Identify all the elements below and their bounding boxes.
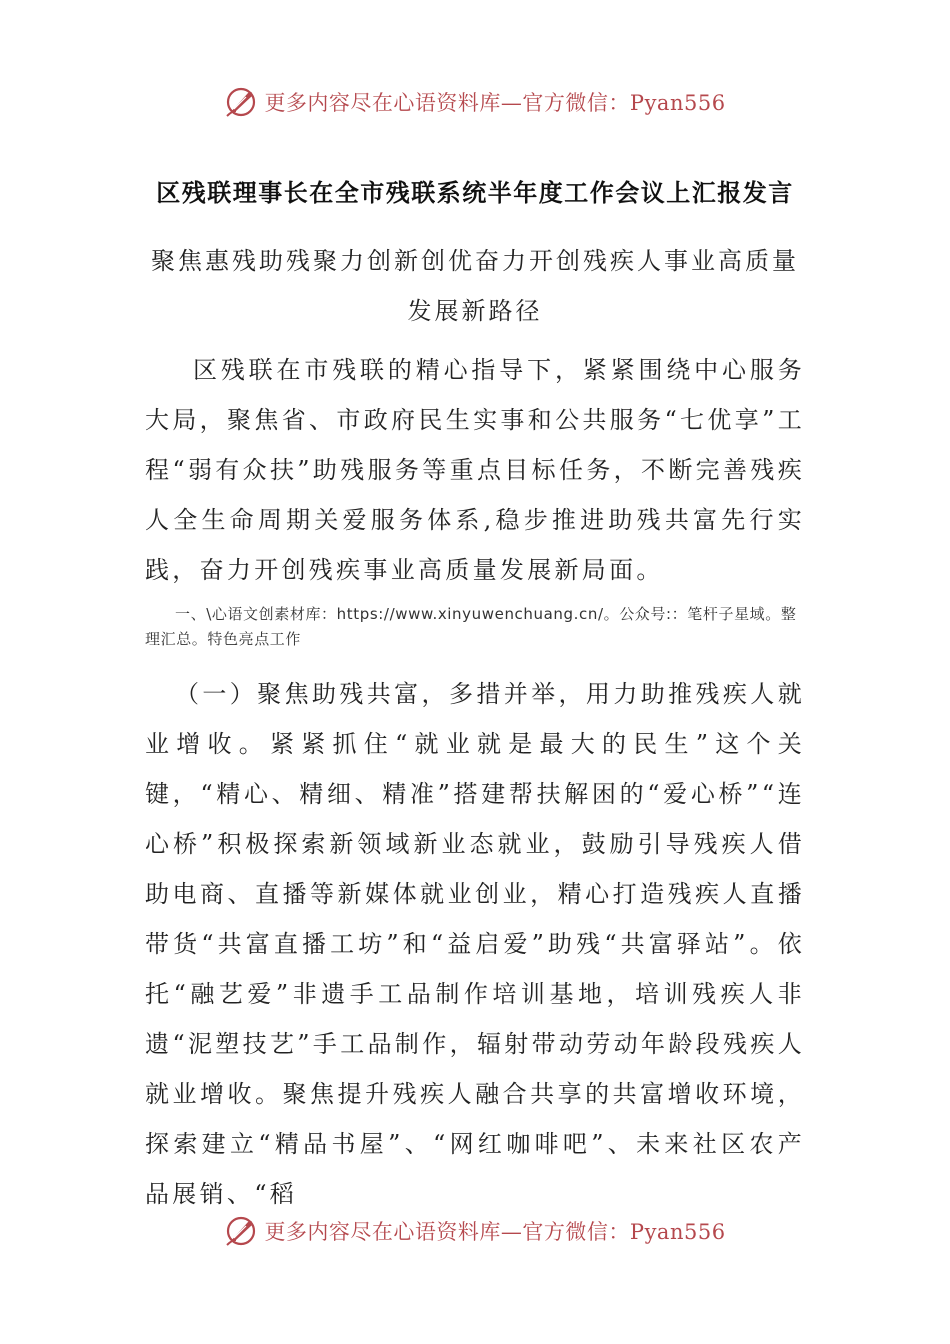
- intro-paragraph: 区残联在市残联的精心指导下，紧紧围绕中心服务大局，聚焦省、市政府民生实事和公共服务“七优享”工程“弱有众扶”助残服务等重点目标任务，不断完善残疾人全生命周期关爱服务体系,稳步推进助残共富先行实践，奋力开创残疾事业高质量发展新局面。: [145, 356, 805, 584]
- quill-pen-logo-icon: [224, 85, 258, 119]
- document-title: 区残联理事长在全市残联系统半年度工作会议上汇报发言: [156, 179, 794, 207]
- watermark-text-bottom: 更多内容尽在心语资料库—官方微信：Pyan556: [264, 1220, 726, 1244]
- watermark-banner-bottom: [0, 1211, 950, 1251]
- watermark-text-top: 更多内容尽在心语资料库—官方微信：Pyan556: [264, 91, 726, 115]
- quill-pen-logo-icon: [224, 1214, 258, 1248]
- body-paragraph: （一）聚焦助残共富，多措并举，用力助推残疾人就业增收。紧紧抓住“就业就是最大的民生”这个关键，“精心、精细、精准”搭建帮扶解困的“爱心桥”“连心桥”积极探索新领域新业态就业，鼓励引导残疾人借助电商、直播等新媒体就业创业，精心打造残疾人直播带货“共富直播工坊”和“益启爱”助残“共富驿站”。依托“融艺爱”非遗手工品制作培训基地，培训残疾人非遗“泥塑技艺”手工品制作，辐射带动劳动年龄段残疾人就业增收。聚焦提升残疾人融合共享的共富增收环境，探索建立“精品书屋”、“网红咖啡吧”、未来社区农产品展销、“稻: [145, 680, 805, 1208]
- document-subtitle: 聚焦惠残助残聚力创新创优奋力开创残疾人事业高质量发展新路径: [151, 247, 799, 325]
- section-heading-note: 一、\心语文创素材库：https://www.xinyuwenchuang.cn/。公众号:：笔杆子星域。整理汇总。特色亮点工作: [145, 605, 797, 648]
- watermark-banner-top: [0, 82, 950, 122]
